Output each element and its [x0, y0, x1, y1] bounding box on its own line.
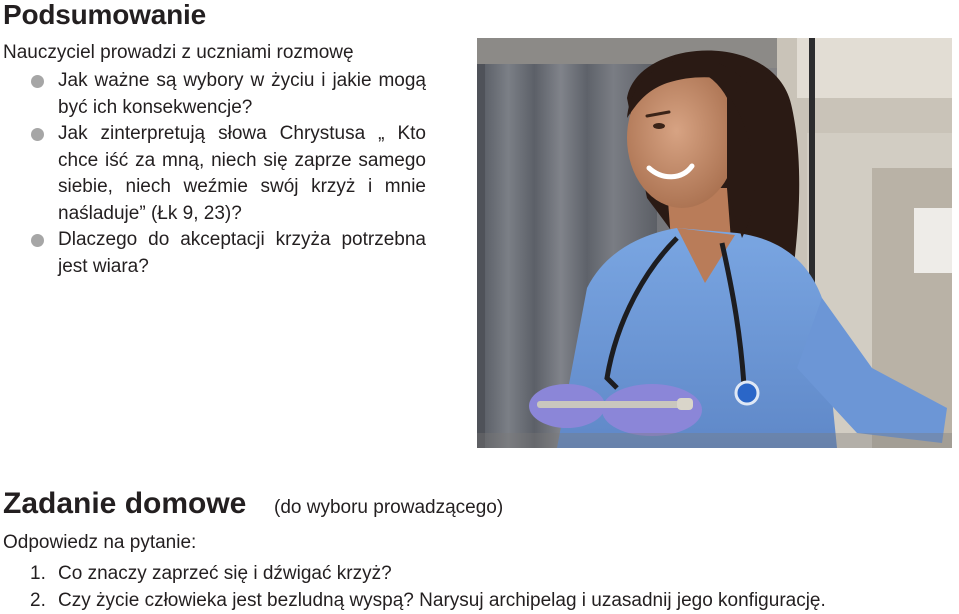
task-number: 1.	[30, 563, 46, 584]
nurse-photo	[477, 38, 952, 448]
question-text: Jak ważne są wybory w życiu i jakie mogą być ich konsekwencje?	[58, 70, 426, 118]
question-text: Dlaczego do akceptacji krzyża potrzebna jest wiara?	[58, 229, 426, 277]
homework-tasks	[30, 560, 826, 614]
page-title: Podsumowanie	[3, 0, 206, 30]
summary-intro: Nauczyciel prowadzi z uczniami rozmowę	[3, 42, 354, 63]
task-text: Czy życie człowieka jest bezludną wyspą? Narysuj archipelag i uzasadnij jego konfigurację.	[58, 590, 826, 611]
question-text: Jak zinterpretują słowa Chrystusa „ Kto chce iść za mną, niech się zaprze samego siebie, niech weźmie swój krzyż i mnie naśladuje” (Łk 9, 23)?	[58, 123, 426, 224]
list-item	[0, 68, 426, 121]
answer-prompt: Odpowiedz na pytanie:	[3, 532, 197, 553]
homework-title: Zadanie domowe	[3, 487, 247, 520]
bullet-icon	[31, 234, 44, 247]
bullet-icon	[31, 128, 44, 141]
list-item	[0, 227, 426, 280]
list-item	[30, 560, 826, 587]
discussion-questions	[0, 68, 440, 280]
homework-note: (do wyboru prowadzącego)	[274, 497, 504, 518]
task-text: Co znaczy zaprzeć się i dźwigać krzyż?	[58, 563, 392, 584]
list-item	[0, 121, 426, 227]
task-number: 2.	[30, 590, 46, 611]
list-item	[30, 587, 826, 614]
bullet-icon	[31, 75, 44, 88]
